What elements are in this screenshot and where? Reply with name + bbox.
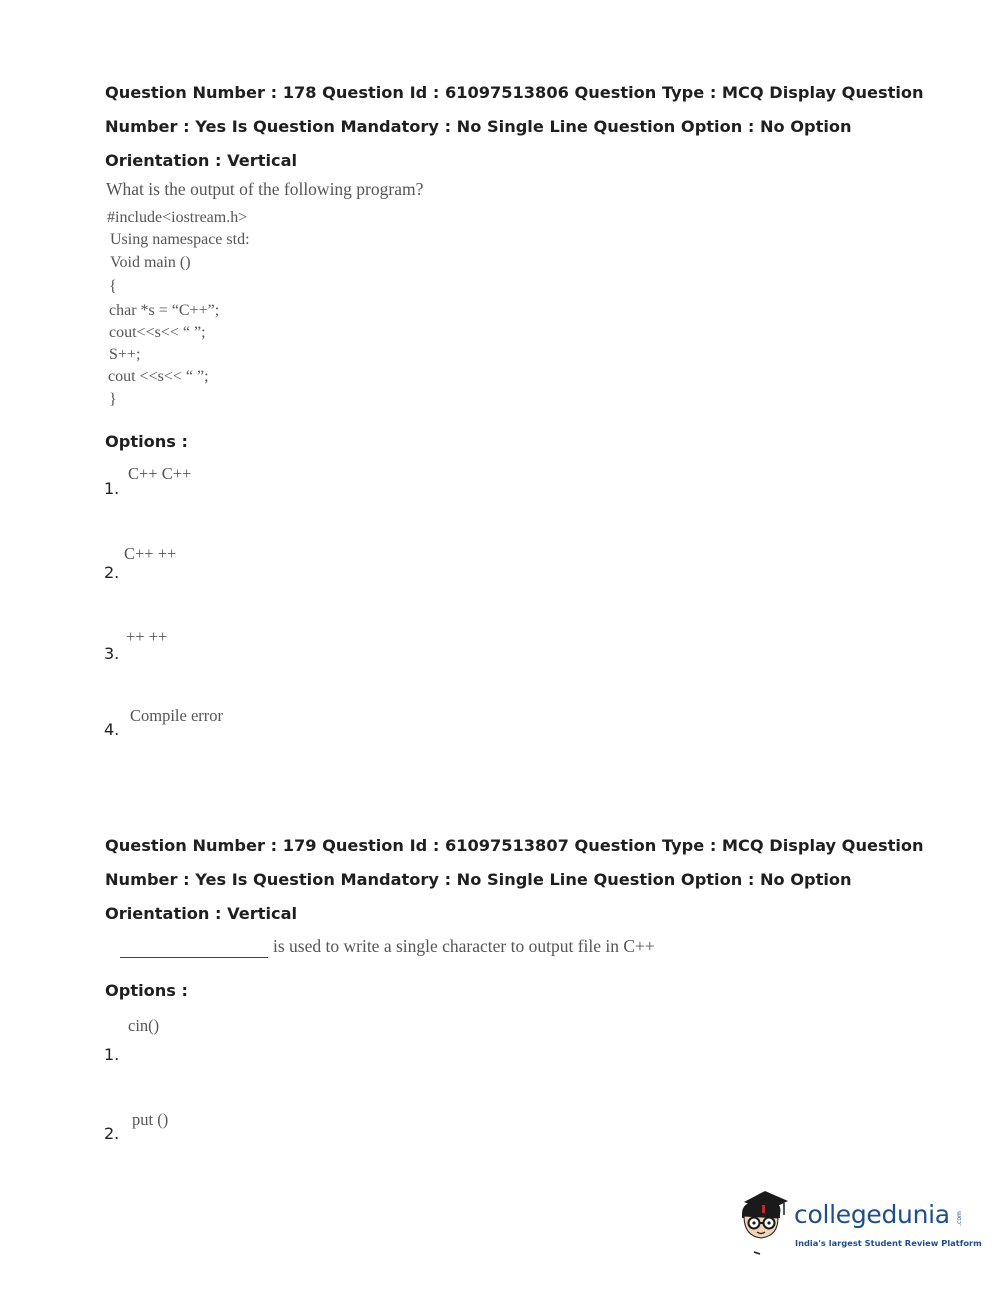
answer-blank <box>120 957 268 958</box>
question-179-prompt: is used to write a single character to output file in C++ <box>273 936 655 956</box>
code-line: S++; <box>109 346 141 363</box>
question-179-options-heading: Options : <box>105 981 189 1000</box>
code-line: } <box>109 391 117 408</box>
option-number: 2. <box>104 1124 120 1143</box>
collegedunia-wordmark: collegedunia <box>794 1200 950 1229</box>
option-text[interactable]: Compile error <box>130 706 224 725</box>
collegedunia-tagline: India's largest Student Review Platform <box>795 1238 982 1248</box>
question-178-options-heading: Options : <box>105 432 189 451</box>
question-178-meta-line-2: Number : Yes Is Question Mandatory : No Single Line Question Option : No Option <box>105 117 852 136</box>
option-text[interactable]: put () <box>132 1110 169 1129</box>
option-text[interactable]: C++ ++ <box>124 544 177 563</box>
code-line: #include<iostream.h> <box>107 209 248 226</box>
question-179-meta-line-1: Question Number : 179 Question Id : 61097513807 Question Type : MCQ Display Question <box>105 836 924 855</box>
option-number: 1. <box>104 479 120 498</box>
question-179-meta-line-2: Number : Yes Is Question Mandatory : No Single Line Question Option : No Option <box>105 870 852 889</box>
code-line: { <box>109 278 117 295</box>
question-178-meta-line-3: Orientation : Vertical <box>105 151 298 170</box>
option-number: 2. <box>104 563 120 582</box>
option-text[interactable]: ++ ++ <box>126 627 168 646</box>
option-number: 3. <box>104 644 120 663</box>
question-179-meta-line-3: Orientation : Vertical <box>105 904 298 923</box>
option-text[interactable]: cin() <box>128 1016 160 1035</box>
question-178-prompt: What is the output of the following program? <box>106 179 424 199</box>
code-line: char *s = “C++”; <box>109 302 220 319</box>
option-number: 1. <box>104 1045 120 1064</box>
option-text[interactable]: C++ C++ <box>128 464 192 483</box>
question-178-meta-line-1: Question Number : 178 Question Id : 61097513806 Question Type : MCQ Display Question <box>105 83 924 102</box>
code-line: cout <<s<< “ ”; <box>108 368 209 385</box>
collegedunia-dotcom: .com <box>955 1211 963 1226</box>
code-line: Void main () <box>110 254 191 271</box>
code-line: cout<<s<< “ ”; <box>109 324 206 341</box>
code-line: Using namespace std: <box>110 231 250 248</box>
collegedunia-mascot-logo-icon <box>736 1188 794 1258</box>
option-number: 4. <box>104 720 120 739</box>
